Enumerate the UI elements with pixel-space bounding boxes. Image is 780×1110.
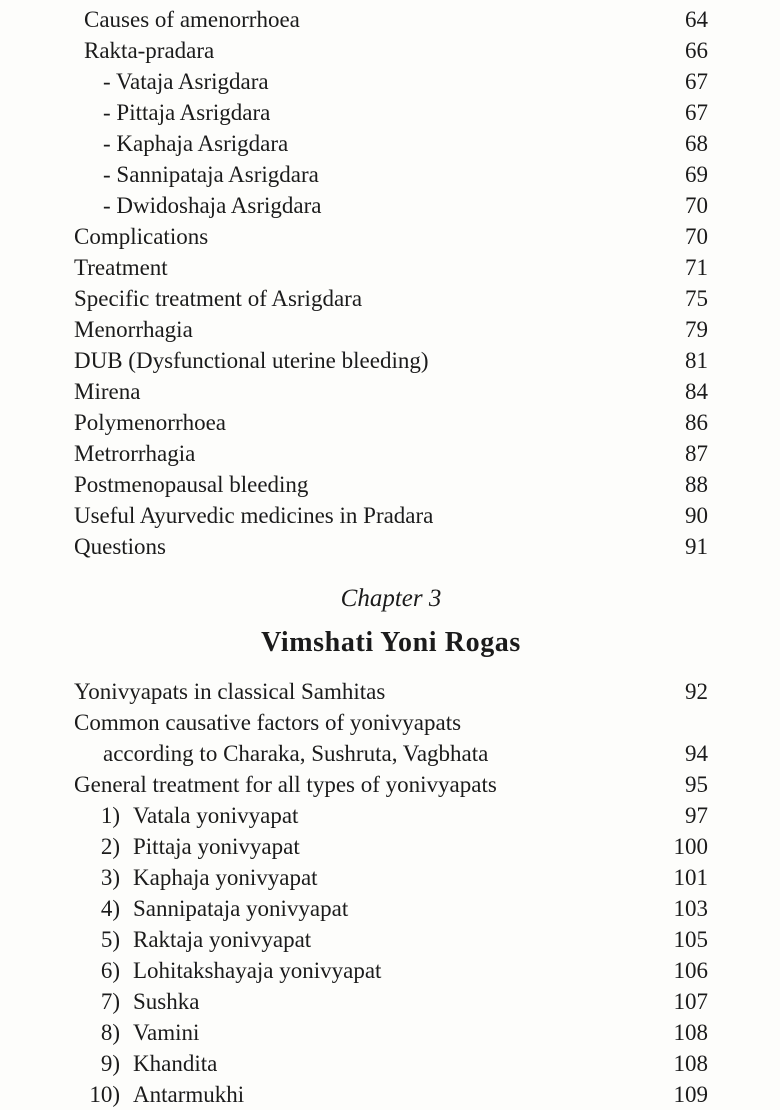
toc-entry-number: 6) bbox=[100, 958, 120, 983]
toc-entry-page: 91 bbox=[685, 534, 708, 559]
toc-section-1 bbox=[74, 4, 708, 562]
toc-entry bbox=[74, 190, 708, 221]
toc-entry-page: 75 bbox=[685, 286, 708, 311]
toc-entry-number: 4) bbox=[100, 896, 120, 921]
toc-entry-page: 95 bbox=[685, 772, 708, 797]
toc-entry bbox=[74, 955, 708, 986]
toc-entry-label: Causes of amenorrhoea bbox=[84, 7, 300, 32]
toc-entry bbox=[74, 1017, 708, 1048]
toc-entry-page: 100 bbox=[673, 834, 708, 859]
toc-entry-page: 88 bbox=[685, 472, 708, 497]
toc-entry-label: according to Charaka, Sushruta, Vagbhata bbox=[103, 741, 489, 766]
toc-entry-page: 107 bbox=[673, 989, 708, 1014]
toc-entry bbox=[74, 800, 708, 831]
toc-entry bbox=[74, 831, 708, 862]
toc-entry-page: 67 bbox=[685, 100, 708, 125]
toc-entry-page: 106 bbox=[673, 958, 708, 983]
toc-entry-number: 2) bbox=[100, 834, 120, 859]
toc-entry bbox=[74, 986, 708, 1017]
toc-entry bbox=[74, 738, 708, 769]
toc-entry-page: 87 bbox=[685, 441, 708, 466]
toc-entry-label: Menorrhagia bbox=[74, 317, 193, 342]
toc-entry bbox=[74, 676, 708, 707]
toc-entry-label: Yonivyapats in classical Samhitas bbox=[74, 679, 386, 704]
toc-entry-label: Kaphaja yonivyapat bbox=[133, 865, 318, 890]
toc-entry-label: Useful Ayurvedic medicines in Pradara bbox=[74, 503, 434, 528]
toc-entry bbox=[74, 1079, 708, 1110]
toc-entry-label: Specific treatment of Asrigdara bbox=[74, 286, 363, 311]
toc-entry-label: Complications bbox=[74, 224, 209, 249]
toc-entry-page: 68 bbox=[685, 131, 708, 156]
toc-entry-label: - Sannipataja Asrigdara bbox=[103, 162, 319, 187]
toc-entry-page: 79 bbox=[685, 317, 708, 342]
toc-section-2 bbox=[74, 676, 708, 1110]
toc-entry-number: 1) bbox=[100, 803, 120, 828]
chapter-title: Vimshati Yoni Rogas bbox=[261, 627, 521, 658]
toc-entry-label: Vamini bbox=[133, 1020, 200, 1045]
toc-entry bbox=[74, 531, 708, 562]
toc-entry-label: Raktaja yonivyapat bbox=[133, 927, 312, 952]
toc-entry bbox=[74, 862, 708, 893]
toc-entry-label: Postmenopausal bleeding bbox=[74, 472, 309, 497]
toc-entry-page: 92 bbox=[685, 679, 708, 704]
toc-entry-page: 97 bbox=[685, 803, 708, 828]
toc-entry-number: 3) bbox=[100, 865, 120, 890]
toc-entry bbox=[74, 314, 708, 345]
toc-entry-label: General treatment for all types of yonivyapats bbox=[74, 772, 497, 797]
toc-entry-page: 69 bbox=[685, 162, 708, 187]
toc-entry bbox=[74, 159, 708, 190]
toc-entry bbox=[74, 252, 708, 283]
toc-entry bbox=[74, 345, 708, 376]
toc-entry bbox=[74, 707, 708, 738]
toc-entry bbox=[74, 128, 708, 159]
toc-entry-label: Vatala yonivyapat bbox=[133, 803, 299, 828]
toc-entry-page: 94 bbox=[685, 741, 708, 766]
toc-entry-label: Questions bbox=[74, 534, 166, 559]
toc-entry-number: 10) bbox=[89, 1082, 120, 1107]
toc-entry-label: Rakta-pradara bbox=[84, 38, 215, 63]
toc-entry-page: 108 bbox=[673, 1051, 708, 1076]
toc-entry bbox=[74, 283, 708, 314]
toc-entry-page: 71 bbox=[685, 255, 708, 280]
toc-entry-page: 70 bbox=[685, 193, 708, 218]
toc-entry-label: Treatment bbox=[74, 255, 168, 280]
toc-entry-label: - Pittaja Asrigdara bbox=[103, 100, 271, 125]
toc-entry bbox=[74, 924, 708, 955]
toc-entry-label: - Kaphaja Asrigdara bbox=[103, 131, 289, 156]
toc-entry bbox=[74, 500, 708, 531]
toc-entry-page: 109 bbox=[673, 1082, 708, 1107]
toc-entry-label: Polymenorrhoea bbox=[74, 410, 227, 435]
toc-entry-page: 108 bbox=[673, 1020, 708, 1045]
toc-entry-label: Khandita bbox=[133, 1051, 218, 1076]
toc-entry bbox=[74, 66, 708, 97]
toc-entry-page: 66 bbox=[685, 38, 708, 63]
toc-entry bbox=[74, 438, 708, 469]
toc-entry-number: 5) bbox=[100, 927, 120, 952]
toc-entry-label: Sushka bbox=[133, 989, 200, 1014]
toc-entry-label: Antarmukhi bbox=[133, 1082, 245, 1107]
toc-entry-page: 64 bbox=[685, 7, 708, 32]
toc-entry-label: Metrorrhagia bbox=[74, 441, 196, 466]
toc-entry bbox=[74, 893, 708, 924]
toc-entry-page: 86 bbox=[685, 410, 708, 435]
toc-entry-label: Pittaja yonivyapat bbox=[133, 834, 300, 859]
toc-entry bbox=[74, 4, 708, 35]
toc-entry bbox=[74, 769, 708, 800]
toc-entry-page: 67 bbox=[685, 69, 708, 94]
toc-entry bbox=[74, 97, 708, 128]
toc-entry bbox=[74, 35, 708, 66]
toc-entry bbox=[74, 1048, 708, 1079]
toc-entry-label: Sannipataja yonivyapat bbox=[133, 896, 349, 921]
toc-entry-label: Common causative factors of yonivyapats bbox=[74, 710, 462, 735]
toc-entry-page: 81 bbox=[685, 348, 708, 373]
toc-entry-page: 103 bbox=[673, 896, 708, 921]
toc-entry-label: Mirena bbox=[74, 379, 141, 404]
toc-entry-page: 90 bbox=[685, 503, 708, 528]
toc-entry bbox=[74, 407, 708, 438]
toc-entry-label: DUB (Dysfunctional uterine bleeding) bbox=[74, 348, 429, 373]
toc-entry-page: 70 bbox=[685, 224, 708, 249]
toc-entry-page: 101 bbox=[673, 865, 708, 890]
chapter-label: Chapter 3 bbox=[340, 585, 442, 612]
toc-entry-label: - Dwidoshaja Asrigdara bbox=[103, 193, 322, 218]
toc-entry-number: 9) bbox=[100, 1051, 120, 1076]
toc-entry-page: 84 bbox=[685, 379, 708, 404]
toc-entry bbox=[74, 376, 708, 407]
toc-entry-number: 8) bbox=[100, 1020, 120, 1045]
toc-entry-label: Lohitakshayaja yonivyapat bbox=[133, 958, 382, 983]
toc-entry-page: 105 bbox=[673, 927, 708, 952]
toc-entry-number: 7) bbox=[100, 989, 120, 1014]
toc-entry-label: - Vataja Asrigdara bbox=[103, 69, 269, 94]
toc-entry bbox=[74, 469, 708, 500]
toc-entry bbox=[74, 221, 708, 252]
